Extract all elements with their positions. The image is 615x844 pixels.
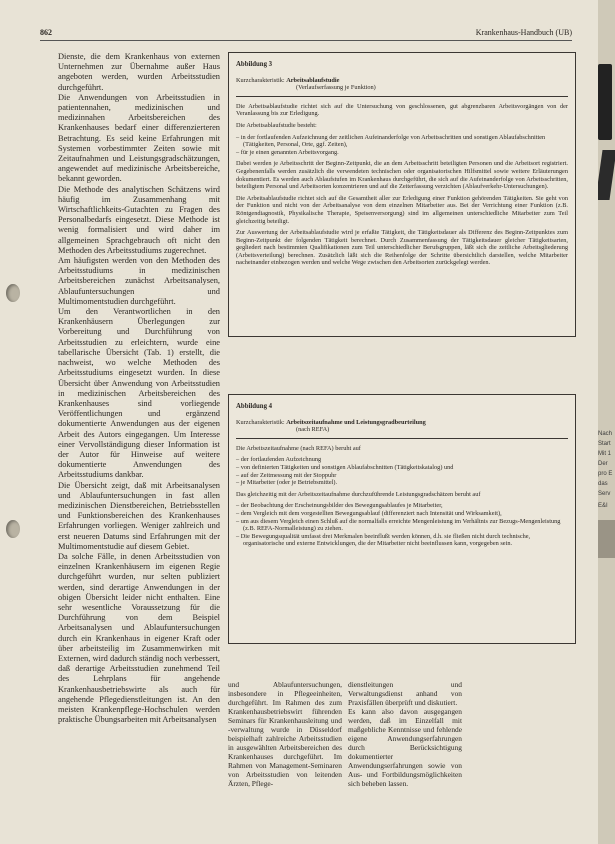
figure-criterion xyxy=(236,419,568,439)
list-item: – der Beobachtung der Erscheinungsbilder des Bewegungsablaufes je Mitarbeiter, xyxy=(236,502,568,510)
punch-hole xyxy=(6,284,20,302)
paragraph: Die Methode des analytischen Schätzens wird häufig im Zusammenhang mit Wirtschaftlichkeits-Gutachten zu Fragen des Personalbedarfs eingesetzt. Diese Methode ist wenig formalisiert und wird daher im allgemeinen Sprachgebrauch oft nicht den Methoden des Arbeitsstudiums zugerechnet. xyxy=(58,184,220,255)
edge-graphic xyxy=(598,520,615,558)
criterion-title: Arbeitsablaufstudie xyxy=(286,76,340,84)
list-item: – der fortlaufenden Aufzeichnung xyxy=(236,456,568,464)
figure-criterion xyxy=(236,77,568,97)
paragraph: Um den Verantwortlichen in den Krankenhäusern Überlegungen zur Vorbereitung und Durchführung von Arbeitsstudien zu erleichtern, wurde eine tabellarische Übersicht (Tab. 1) erstellt, die nachweist, wo welche Methoden des Arbeitsstudiums eingesetzt wurden. In diese Übersicht über Anwendung von Arbeitsstudien in medizinischen Arbeitsbereichen des Krankenhauses sind vorliegende Veröffentlichungen und ergänzend dokumentierte Anwendungen aus der eigenen Arbeit des Autors eingegangen. Um Interesse einer Vervollständigung dieser Information ist der Autor für Hinweise auf weitere dokumentierte Anwendungen des Arbeitsstudiums dankbar. xyxy=(58,307,220,480)
list-item: – je Mitarbeiter (oder je Betriebsmittel). xyxy=(236,479,568,487)
edge-text: Mit 1 xyxy=(598,451,612,457)
paragraph: Die Arbeitsablaufstudie richtet sich auf die Untersuchung von geschlossenen, gut abgrenzbaren Arbeitsvorgängen von der Veranlassung bis zur Erledigung. xyxy=(236,102,568,118)
paragraph: Es kann also davon ausgegangen werden, daß im Einzelfall mit maßgebliche Kenntnisse und fehlende eigene Anwendungserfahrungen durch Berücksichtigung dokumentierter Anwendungserfahrungen sowie von Aus- und Fortbildungsmöglichkeiten sich beheben lassen. xyxy=(348,707,462,788)
large-letter-graphic xyxy=(598,64,612,140)
edge-text: Nach xyxy=(598,431,613,437)
list-item: – für je einen genannten Arbeitsvorgang. xyxy=(236,149,568,157)
paragraph: Die Arbeitsablaufstudie richtet sich auf die Gesamtheit aller zur Erledigung einer Funktion gehörenden Tätigkeiten. Sie geht von der Funktion und nicht von der Arbeitsanalyse von dem einzelnen Mitarbeiter aus. Bei der Verrichtung einer Funktion (z.B. Röntgendiagnostik, Physikalische Therapie, Speisenversorgung) sind im allgemeinen unterschiedliche Mitarbeiter zum Teil gleichzeitig beteiligt. xyxy=(236,194,568,225)
figure-box-3 xyxy=(228,52,576,337)
figure-label: Abbildung 4 xyxy=(236,403,273,410)
edge-text: Serv xyxy=(598,491,611,497)
edge-text: Start xyxy=(598,441,611,447)
paragraph: Die Übersicht zeigt, daß mit Arbeitsanalysen und Ablaufuntersuchungen in fast allen medizinischen Dienstbereichen, Betriebsstellen und Funktionsbereichen des Krankenhauses Erfahrungen vorliegen. Weniger zahlreich und erst neueren Datums sind Erfahrungen mit der Multimomentstudie auf diesem Gebiet. xyxy=(58,480,220,551)
criterion-title: Arbeitszeitaufnahme und Leistungsgradbeurteilung xyxy=(286,418,426,426)
list-item: – dem Vergleich mit dem vorgestellten Bewegungsablauf (differenziert nach Intensität und Wirksamkeit), xyxy=(236,510,568,518)
bullet-list xyxy=(236,134,568,157)
paragraph: Die Anwendungen von Arbeitsstudien in patientennahen, medizinischen und medizinnahen Arbeitsbereichen des Krankenhauses bedarf einer differenzierteren Betrachtung. Es seid keine Erfahrungen mit Systemen vorbestimmter Zeiten sowie mit Zeitaufnahmen und Leistungsgradschätzungen, angewendet auf medizinische Arbeitsbereiche, bekannt geworden. xyxy=(58,92,220,184)
paragraph: Die Arbeitszeitaufnahme (nach REFA) beruht auf xyxy=(236,444,361,452)
figure-label: Abbildung 3 xyxy=(236,61,273,68)
list-item: – um aus diesem Vergleich einen Schluß auf die normalfalls erreichte Mengenleistung im Verhältnis zur Bezugs-Mengenleistung (z.B. REFA-Normalleistung) zu ziehen. xyxy=(236,518,568,533)
paragraph: und Ablaufuntersuchungen, insbesondere in Pflegeeinheiten, durchgeführt. Im Rahmen des zum Krankenhausbetriebswirt führenden Seminars für Krankenhausleitung und -verwaltung wurde in Düsseldorf beispielhaft zahlreiche Arbeitsstudien in ausgewählten Arbeitsbereichen des Krankenhauses durchgeführt. Im Rahmen von Management-Seminaren von Arbeitsstudien von leitenden Ärzten, Pflege- xyxy=(228,680,342,788)
paragraph: dienstleitungen und Verwaltungsdienst anhand von Praxisfällen überprüft und diskutiert. xyxy=(348,680,462,707)
paragraph: Das gleichzeitig mit der Arbeitszeitaufnahme durchzuführende Leistungsgradschätzen beruht auf xyxy=(236,490,481,498)
bottom-text-column-2 xyxy=(348,680,462,830)
page-header xyxy=(40,28,572,41)
edge-text: das xyxy=(598,481,608,487)
paragraph: Dienste, die dem Krankenhaus von externen Unternehmen zur Übernahme außer Haus angeboten werden, wurden Arbeitsstudien durchgeführt. xyxy=(58,52,220,92)
paragraph: Zur Auswertung der Arbeitsablaufstudie wird je erfaßte Tätigkeit, die Tätigkeitsdauer als Differenz des Beginn-Zeitpunktes zum Beginn-Zeitpunkt der folgenden Tätigkeit berechnet. Durch Zusammenfassung der Tätigkeitsdauer gleicher Tätigkeitsarten, gegliedert nach bestimmten Qualifikationen zum Teil unterschiedlicher Berufsgruppen, läßt sich die zeitliche Arbeitsgliederung (Arbeitsverteilung) berechnen. Zusätzlich läßt sich die Reihenfolge der Schritte übersichtlich darstellen, welche Mitarbeiter nacheinander einbezogen werden und welche Wege zwischen den Arbeitsorten zurückgelegt werden. xyxy=(236,229,568,267)
punch-hole xyxy=(6,520,20,538)
running-title: Krankenhaus-Handbuch (UB) xyxy=(475,28,572,37)
list-item: – Die Bewegungsqualität umfasst drei Merkmalen beeinflußt werden können, d.h. sie fließen nicht durch technische, organisatorische und externe Entwicklungen, die der Mitarbeiter nicht beeinflussen kann, vorgegeben sein. xyxy=(236,533,568,548)
page-number: 862 xyxy=(40,28,52,37)
list-item: – von definierten Tätigkeiten und sonstigen Ablaufabschnitten (Tätigkeitskatalog) und xyxy=(236,464,568,472)
bullet-list xyxy=(236,456,568,486)
paragraph: Da solche Fälle, in denen Arbeitsstudien von einzelnen Krankenhäusern im eigenen Regie durchgeführt wurden, nur selten publiziert werden, sind derartige Anwendungen in der obigen Übersicht leider nicht enthalten. Eine sehr wesentliche Voraussetzung für die Durchführung von dem Beispiel Arbeitsanalysen und Ablaufuntersuchungen durch ein Krankenhaus in eigener Kraft oder über arbeitsteilig im Zusammenwirken mit Externen, wird dadurch ständig noch verbessert, daß derartige Arbeitsstudien zunehmend Teil des Lehrplans für angehende Krankenhausbetriebswirte als auch für angehende Pflegedienstleitungen ist. An den meisten Krankenpflege-Hochschulen werden praktische Übungsarbeiten mit Arbeitsanalysen xyxy=(58,551,220,725)
adjacent-page-edge xyxy=(598,0,615,844)
large-letter-graphic xyxy=(598,150,615,200)
paragraph: Die Arbeitsablaufstudie besteht: xyxy=(236,121,317,129)
bullet-list xyxy=(236,502,568,548)
edge-text: pro E xyxy=(598,471,613,477)
left-text-column xyxy=(58,52,220,837)
edge-text: E&I xyxy=(598,503,608,509)
paragraph: Dabei werden je Arbeitsschritt der Beginn-Zeitpunkt, die an dem Arbeitsschritt beteiligten Personen und die Arbeitsort registriert. Gegebenenfalls werden zusätzlich die verwendeten technischen oder organisatorischen Hilfsmittel sowie weitere Erläuterungen dokumentiert. Es werden auch Ablaufstufen im Krankenhaus durchgeführt, die sich auf die Aufeinanderfolge von Arbeitsschritten, beteiligtem Personal und Arbeitsorten konzentrieren und auf die Zeiterfassung verzichten (Ablaufverkehr-Untersuchungen). xyxy=(236,160,568,191)
criterion-sub: (Verlaufserfassung je Funktion) xyxy=(296,84,376,92)
list-item: – auf der Zeitmessung mit der Stoppuhr xyxy=(236,472,568,480)
criterion-label: Kurzcharakteristik: xyxy=(236,76,285,84)
paragraph: Am häufigsten werden von den Methoden des Arbeitsstudiums in medizinischen Arbeitsbereichen zunächst Arbeitsanalysen, Ablaufuntersuchungen und Multimomentstudien durchgeführt. xyxy=(58,256,220,306)
bottom-text-column-1 xyxy=(228,680,342,830)
list-item: – in der fortlaufenden Aufzeichnung der zeitlichen Aufeinanderfolge von Arbeitsschritten und sonstigen Ablaufabschnitten (Tätigkeiten, Personal, Orte, ggf. Zeiten), xyxy=(236,134,568,149)
edge-text: Der xyxy=(598,461,608,467)
figure-box-4 xyxy=(228,394,576,644)
criterion-sub: (nach REFA) xyxy=(296,426,330,434)
criterion-label: Kurzcharakteristik: xyxy=(236,418,285,426)
